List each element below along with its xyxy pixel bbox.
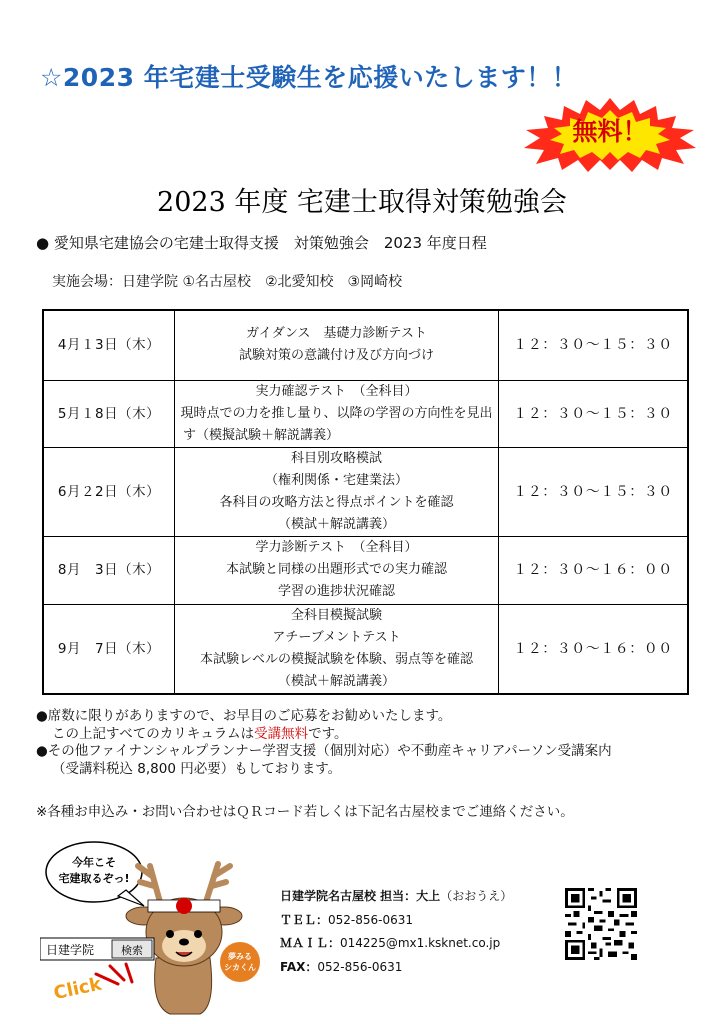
fax-label: FAX：: [280, 959, 318, 974]
description-line: （権利関係・宅建業法）: [264, 472, 408, 488]
time-cell: １２：３０～１５：３０: [499, 310, 689, 380]
antler-right: [206, 864, 230, 902]
tel-label: ＴＥＬ：: [280, 912, 329, 927]
description-line: アチーブメントテスト: [272, 629, 401, 645]
time-cell: １２：３０～１６：００: [499, 604, 689, 694]
description-line: （模試＋解説講義）: [277, 516, 395, 532]
speech-line-2: 宅建取るぞっ!: [58, 872, 130, 885]
qr-code[interactable]: [565, 888, 637, 960]
contact-note: ※各種お申込み・お問い合わせはＱＲコード若しくは下記名古屋校までご連絡ください。: [36, 804, 574, 820]
contact-block: [280, 885, 512, 979]
description-line: 実力確認テスト （全科目）: [255, 383, 418, 399]
tel-value[interactable]: 052-856-0631: [328, 912, 414, 927]
note-line: （受講料税込 8,800 円必要）もしております。: [52, 760, 342, 777]
description-line: 科目別攻略模試: [290, 450, 382, 466]
search-button-text: 検索: [121, 944, 143, 957]
description-line: 学習の進捗状況確認: [277, 584, 395, 599]
fax-value: 052-856-0631: [317, 959, 403, 974]
mail-value[interactable]: 014225@mx1.ksknet.co.jp: [340, 936, 501, 950]
round-badge-line-1: 夢みる: [228, 952, 252, 961]
eye-left: [166, 930, 174, 938]
contact-school: [280, 885, 512, 909]
description-cell: [175, 310, 499, 380]
page-title: 2023 年度 宅建士取得対策勉強会: [157, 187, 567, 218]
table-row: [43, 380, 688, 447]
mascot-illustration: [40, 836, 280, 1016]
date-cell: 4月１3日（木）: [43, 310, 175, 380]
round-badge: [220, 942, 260, 982]
description-line: す（模擬試験＋解説講義）: [183, 427, 340, 443]
time-cell: １２：３０～１５：３０: [499, 380, 689, 447]
description-line: 本試験レベルの模擬試験を体験、弱点等を確認: [199, 651, 473, 667]
subtitle: ● 愛知県宅建協会の宅建士取得支援 対策勉強会 2023 年度日程: [36, 234, 487, 252]
click-text: Click: [51, 973, 104, 1005]
note-line: [36, 726, 612, 744]
time-cell: １２：３０～１５：３０: [499, 447, 689, 536]
date-cell: 9月 7日（木）: [43, 604, 175, 694]
note-line: ●その他ファイナンシャルプランナー学習支援（個別対応）や不動産キャリアパーソン受講案内: [36, 743, 612, 759]
qr-finder-top-left: [565, 888, 585, 908]
speech-line-1: 今年こそ: [72, 856, 116, 869]
school-name: 日建学院名古屋校 担当：大上: [280, 889, 441, 903]
description-line: 本試験と同様の出題形式での実力確認: [225, 562, 447, 577]
eye-right: [194, 930, 202, 938]
free-highlight: 受講無料: [254, 725, 309, 742]
free-badge: 無料！: [572, 117, 648, 146]
date-cell: 5月１8日（木）: [43, 380, 175, 447]
search-box-text: 日建学院: [46, 943, 95, 957]
description-cell: [175, 380, 499, 447]
antler-left: [138, 866, 160, 902]
deer-nose: [179, 939, 189, 946]
description-line: 全科目模擬試験: [290, 607, 382, 623]
date-cell: 6月２2日（木）: [43, 447, 175, 536]
description-line: 各科目の攻略方法と得点ポイントを確認: [219, 494, 454, 510]
description-line: ガイダンス 基礎力診断テスト: [246, 326, 427, 342]
name-reading: （おおうえ）: [440, 889, 513, 903]
date-cell: 8月 3日（木）: [43, 536, 175, 604]
note-text: この上記すべてのカリキュラムは: [52, 725, 255, 742]
description-line: （模試＋解説講義）: [277, 673, 395, 689]
qr-finder-bottom-left: [565, 940, 585, 960]
mail-label: ＭＡＩＬ：: [280, 936, 341, 950]
qr-finder-top-right: [617, 888, 637, 908]
description-cell: [175, 536, 499, 604]
schedule-table: [42, 309, 689, 695]
description-line: 現時点での力を推し量り、以降の学習の方向性を見出: [180, 405, 493, 421]
time-cell: １２：３０～１６：００: [499, 536, 689, 604]
description-cell: [175, 604, 499, 694]
click-lines: [96, 964, 132, 984]
notes: [36, 708, 612, 778]
table-row: [43, 536, 688, 604]
headband-emblem: [176, 898, 192, 914]
note-line: ●席数に限りがありますので、お早目のご応募をお勧めいたします。: [36, 708, 452, 724]
headline: ☆2023 年宅建士受験生を応援いたします！！: [40, 63, 578, 92]
venue: 実施会場：日建学院 ①名古屋校 ②北愛知校 ③岡崎校: [52, 274, 403, 290]
description-line: 試験対策の意識付け及び方向づけ: [238, 348, 434, 364]
contact-tel: [280, 909, 512, 933]
table-row: [43, 447, 688, 536]
table-row: [43, 310, 688, 380]
contact-fax: [280, 956, 512, 980]
note-text: です。: [308, 725, 348, 742]
description-cell: [175, 447, 499, 536]
speech-bubble-tail: [118, 890, 144, 906]
table-row: [43, 604, 688, 694]
description-line: 学力診断テスト （全科目）: [255, 540, 418, 555]
contact-mail: [280, 932, 512, 956]
round-badge-line-2: シカくん: [224, 963, 256, 972]
